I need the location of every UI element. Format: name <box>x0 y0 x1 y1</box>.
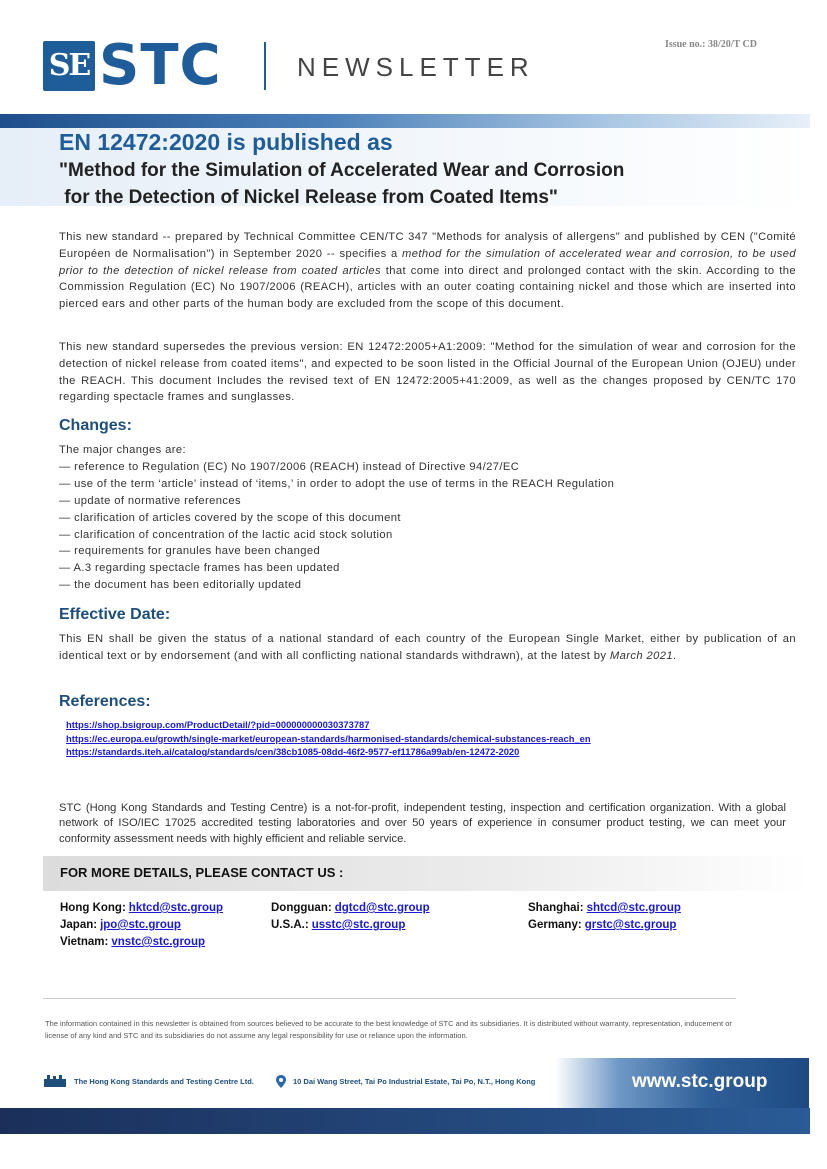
footer-company-name: The Hong Kong Standards and Testing Centre Ltd. <box>74 1077 254 1086</box>
disclaimer: The information contained in this newsletter is obtained from sources believed to be accurate to the best knowledge of STC and its subsidiaries. It is distributed without warranty, representation, inducement or license of any kind and STC and its subsidiaries do not assume any legal responsibility for use or reliance upon the information. <box>45 1019 732 1040</box>
email-link-japan[interactable]: jpo@stc.group <box>100 919 181 931</box>
contact-label: Germany: <box>528 919 582 931</box>
list-item: — clarification of concentration of the lactic acid stock solution <box>59 528 393 541</box>
intro-p1-text-a: This new standard -- prepared by Technical Committee CEN/TC 347 "Methods for analysis of allergens" and published by CEN ("Comité Européen de Normalisation") in September 2020 -- specifies a <box>59 231 796 260</box>
list-item: — A.3 regarding spectacle frames has been updated <box>59 562 340 575</box>
building-icon <box>44 1075 66 1087</box>
bottom-band <box>0 1108 810 1134</box>
email-link-usa[interactable]: usstc@stc.group <box>311 919 406 931</box>
stc-logo-mark <box>43 41 95 91</box>
page-title: EN 12472:2020 is published as <box>59 129 393 155</box>
effective-text-b: . <box>672 649 677 662</box>
effective-date-value: March 2021 <box>609 649 673 662</box>
contact-hong-kong <box>60 900 223 916</box>
reference-link-bsi[interactable]: https://shop.bsigroup.com/ProductDetail/?pid=000000000030373787 <box>66 719 370 730</box>
contact-label: Vietnam: <box>60 936 109 948</box>
intro-paragraph-1 <box>59 229 796 313</box>
stc-logo-text: STC <box>99 33 222 98</box>
list-item: — update of normative references <box>59 494 241 507</box>
header-divider <box>264 42 266 90</box>
reference-link-europa[interactable]: https://ec.europa.eu/growth/single-market/european-standards/harmonised-standards/chemical-substances-reach_en <box>66 732 591 744</box>
contact-shanghai <box>528 900 681 916</box>
footer-address: 10 Dai Wang Street, Tai Po Industrial Estate, Tai Po, N.T., Hong Kong <box>293 1077 536 1086</box>
about-stc-paragraph: STC (Hong Kong Standards and Testing Centre) is a not-for-profit, independent testing, inspection and certification organization. With a global network of ISO/IEC 17025 accredited testing laboratories and over 50 years of experience in consumer product testing, we can meet your conformity assessment needs with highly efficient and reliable service. <box>59 802 786 845</box>
issue-number: Issue no.: 38/20/T CD <box>664 39 757 50</box>
references-list <box>66 718 591 759</box>
list-item: — clarification of articles covered by the scope of this document <box>59 511 401 524</box>
email-link-dongguan[interactable]: dgtcd@stc.group <box>334 902 430 914</box>
website-link[interactable]: www.stc.group <box>632 1071 768 1092</box>
email-link-shanghai[interactable]: shtcd@stc.group <box>586 902 681 914</box>
newsletter-label: NEWSLETTER <box>297 52 535 82</box>
references-heading: References: <box>59 693 151 710</box>
effective-text-a: This EN shall be given the status of a national standard of each country of the European Single Market, either by publication of an identical text or by endorsement (and with all conflicting national standards withdrawn), at the latest by <box>59 633 796 662</box>
email-link-vietnam[interactable]: vnstc@stc.group <box>111 936 206 948</box>
intro-p1-emphasis: method for the simulation of accelerated wear and corrosion, to be used prior to the detection of nickel release from coated articles <box>59 247 796 277</box>
intro-p1-text-b: that come into direct and prolonged contact with the skin. According to the Commission Regulation (EC) No 1907/2006 (REACH), articles with an outer coating containing nickel and those which are inserted into pierced ears and other parts of the human body are excluded from the scope of this document. <box>59 264 796 311</box>
contact-usa <box>271 917 405 933</box>
contact-label: U.S.A.: <box>271 919 309 931</box>
footer-divider <box>43 998 736 999</box>
reference-link-iteh[interactable]: https://standards.iteh.ai/catalog/standards/cen/38cb1085-08dd-46f2-9577-ef11786a99ab/en-12472-2020 <box>66 746 520 758</box>
effective-date-heading: Effective Date: <box>59 606 171 623</box>
page-subtitle-line1: "Method for the Simulation of Accelerated Wear and Corrosion <box>59 160 625 181</box>
contact-label: Japan: <box>60 919 98 931</box>
changes-list <box>59 442 614 594</box>
email-link-hong-kong[interactable]: hktcd@stc.group <box>128 902 224 914</box>
list-item: — use of the term ‘article’ instead of ‘items,’ in order to adopt the use of terms in the REACH Regulation <box>59 477 615 490</box>
contact-title: FOR MORE DETAILS, PLEASE CONTACT US : <box>60 865 344 880</box>
logo-mark-text: SE <box>48 48 90 83</box>
page-subtitle-line2: for the Detection of Nickel Release from Coated Items" <box>59 187 558 208</box>
contact-label: Shanghai: <box>528 902 584 914</box>
contact-dongguan <box>271 900 430 916</box>
changes-heading: Changes: <box>59 417 132 434</box>
contact-label: Hong Kong: <box>60 902 126 914</box>
contact-japan <box>60 917 181 933</box>
list-item: — requirements for granules have been changed <box>59 545 321 558</box>
contact-label: Dongguan: <box>271 902 332 914</box>
location-pin-icon <box>276 1075 286 1088</box>
header-band <box>0 114 810 128</box>
effective-date-paragraph <box>59 631 796 665</box>
list-item: — the document has been editorially updated <box>59 579 302 592</box>
intro-paragraph-2: This new standard supersedes the previous version: EN 12472:2005+A1:2009: "Method for the simulation of wear and corrosion for the detection of nickel release from coated items", and expected to be soon listed in the Official Journal of the European Union (OJEU) under the REACH. This document Includes the revised text of EN 12472:2005+41:2009, as well as the changes proposed by CEN/TC 170 regarding spectacle frames and sunglasses. <box>59 341 796 404</box>
email-link-germany[interactable]: grstc@stc.group <box>584 919 677 931</box>
changes-intro: The major changes are: <box>59 444 186 456</box>
contact-germany <box>528 917 676 933</box>
list-item: — reference to Regulation (EC) No 1907/2006 (REACH) instead of Directive 94/27/EC <box>59 460 520 473</box>
contact-vietnam <box>60 934 205 950</box>
